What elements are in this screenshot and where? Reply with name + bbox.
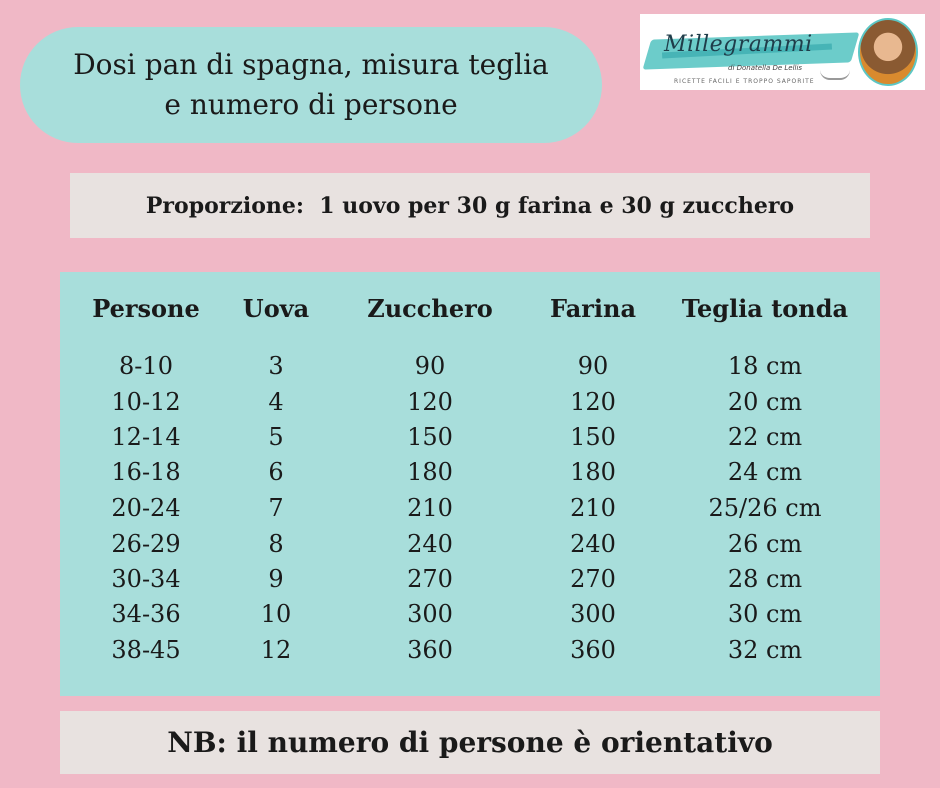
- table-cell: 30-34: [111, 565, 181, 593]
- title-banner: [20, 27, 602, 143]
- table-cell: 34-36: [111, 600, 181, 628]
- column-header: Farina: [549, 294, 637, 323]
- table-cell: 6: [268, 458, 284, 486]
- dish-icon: [820, 70, 850, 80]
- table-cell: 90: [414, 352, 446, 380]
- table-cell: 120: [570, 388, 616, 416]
- table-cell: 30 cm: [727, 600, 803, 628]
- table-cell: 210: [407, 494, 453, 522]
- table-cell: 16-18: [111, 458, 181, 486]
- table-cell: 240: [407, 530, 453, 558]
- column-header: Zucchero: [367, 294, 493, 323]
- title-line-1: Dosi pan di spagna, misura teglia: [73, 48, 549, 81]
- table-cell: 18 cm: [727, 352, 803, 380]
- table-cell: 90: [577, 352, 609, 380]
- table-cell: 12-14: [111, 423, 181, 451]
- dose-table: [60, 272, 880, 696]
- title-line-2: e numero di persone: [164, 88, 458, 121]
- note-text: NB: il numero di persone è orientativo: [167, 726, 773, 759]
- table-cell: 270: [407, 565, 453, 593]
- table-cell: 25/26 cm: [708, 494, 822, 522]
- table-cell: 210: [570, 494, 616, 522]
- table-cell: 300: [407, 600, 453, 628]
- table-cell: 300: [570, 600, 616, 628]
- proportion-box: [70, 173, 870, 238]
- table-cell: 20-24: [111, 494, 181, 522]
- table-cell: 9: [268, 565, 284, 593]
- brand-logo[interactable]: [640, 14, 925, 90]
- table-cell: 10-12: [111, 388, 181, 416]
- note-box: [60, 711, 880, 774]
- logo-name: Millegrammi: [664, 32, 813, 57]
- column-header: Uova: [242, 294, 310, 323]
- table-cell: 180: [570, 458, 616, 486]
- table-cell: 38-45: [111, 636, 181, 664]
- column-header: Persone: [92, 294, 200, 323]
- table-cell: 8: [268, 530, 284, 558]
- column-header: Teglia tonda: [681, 294, 849, 323]
- table-cell: 180: [407, 458, 453, 486]
- logo-byline: di Donatella De Lellis: [728, 64, 803, 72]
- table-cell: 28 cm: [727, 565, 803, 593]
- table-cell: 20 cm: [727, 388, 803, 416]
- table-cell: 360: [570, 636, 616, 664]
- table-cell: 360: [407, 636, 453, 664]
- table-cell: 8-10: [119, 352, 173, 380]
- table-cell: 3: [268, 352, 284, 380]
- table-cell: 270: [570, 565, 616, 593]
- table-cell: 12: [260, 636, 292, 664]
- table-cell: 240: [570, 530, 616, 558]
- chef-avatar-icon: [858, 18, 918, 86]
- table-cell: 5: [268, 423, 284, 451]
- table-cell: 150: [570, 423, 616, 451]
- table-cell: 26 cm: [727, 530, 803, 558]
- logo-tagline: RICETTE FACILI E TROPPO SAPORITE: [674, 78, 815, 85]
- table-cell: 120: [407, 388, 453, 416]
- table-cell: 22 cm: [727, 423, 803, 451]
- table-cell: 7: [268, 494, 284, 522]
- table-cell: 10: [260, 600, 292, 628]
- table-cell: 26-29: [111, 530, 181, 558]
- table-cell: 150: [407, 423, 453, 451]
- table-cell: 32 cm: [727, 636, 803, 664]
- proportion-text: Proporzione: 1 uovo per 30 g farina e 30 g zucchero: [145, 192, 795, 219]
- table-cell: 24 cm: [727, 458, 803, 486]
- table-cell: 4: [268, 388, 284, 416]
